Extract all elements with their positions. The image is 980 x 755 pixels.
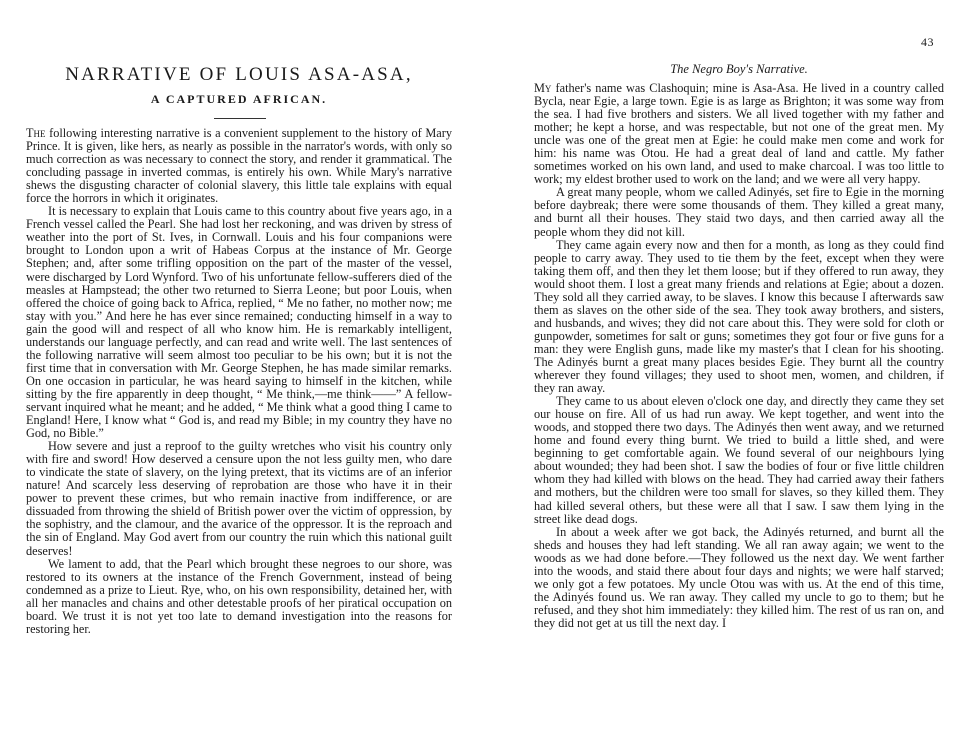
page-number: 43 [921, 35, 934, 49]
right-paragraph-4: They came to us about eleven o'clock one day, and directly they came they set our house on fire. All of us had run away. We kept together, and went into the woods, and stopped there two days. The Adinyés then went away, and we returned home and found every thing burnt. We tried to build a little shed, and were beginning to get comfortable again. We found several of our neighbours lying about wounded; they had been shot. I saw the bodies of four or five little children whom they had killed with blows on the head. They had carried away their fathers and mothers, but the children were too small for slaves, so they killed them. They had killed several others, but these were all that I saw. I saw them lying in the street like dead dogs. [534, 394, 944, 526]
right-paragraph-1 [534, 82, 944, 186]
right-paragraph-5: In about a week after we got back, the Adinyés returned, and burnt all the sheds and houses they had left standing. We all ran away again; we went to the woods as we had done before.—They followed us the next day. We went farther into the woods, and staid there about four days and nights; we were half starved; we only got a few potatoes. My uncle Otou was with us. At the end of this time, the Adinyés found us. We ran away. They called my uncle to go to them; but he refused, and they shot him immediately: they killed him. The rest of us ran on, and they did not get at us till the next day. I [534, 524, 944, 630]
right-body-text [534, 82, 944, 630]
right-page [534, 0, 944, 755]
drop-lead-word: The [26, 126, 46, 140]
left-page [26, 0, 452, 755]
narrative-subtitle: A CAPTURED AFRICAN. [150, 92, 328, 106]
title-rule [214, 118, 266, 119]
left-paragraph-4: We lament to add, that the Pearl which brought these negroes to our shore, was restored to its owners at the instance of the French Government, instead of being condemned as a prize to Lieut. Rye, who, on his own responsibility, detained her, with all her manacles and chains and other detestable proofs of her piratical occupation on board. We trust it is not yet too late to demand investigation into the reasons for restoring her. [26, 556, 452, 636]
left-paragraph-2: It is necessary to explain that Louis came to this country about five years ago, in a French vessel called the Pearl. She had lost her reckoning, and was driven by stress of weather into the port of St. Ives, in Cornwall. Louis and his four companions were brought to London upon a writ of Habeas Corpus at the instance of Mr. George Stephen; and, after some trifling opposition on the part of the master of the vessel, were discharged by Lord Wynford. Two of his unfortunate fellow-sufferers died of the measles at Hampstead; the other two returned to Sierra Leone; but poor Louis, when offered the choice of going back to Africa, replied, “ Me no father, no mother now; me stay with you.” And here he has ever since remained; conducting himself in a way to gain the good will and respect of all who know him. He is remarkably intelligent, understands our language perfectly, and can read and write well. The last sentences of the following narrative will seem almost too peculiar to be his own; but it is not the first time that in conversation with Mr. George Stephen, he has made similar remarks. On one occasion in particular, he was heard saying to himself in the kitchen, while sitting by the fire apparently in deep thought, “ Me think,—me think——” A fellow-servant inquired what he meant; and he added, “ Me think what a good thing I came to England! Here, I know what “ God is, and read my Bible; in my country they have no God, no Bible.” [26, 204, 452, 441]
running-head: The Negro Boy's Narrative. [670, 62, 808, 76]
drop-lead-word: My [534, 81, 552, 95]
left-body-text [26, 127, 452, 636]
left-paragraph-3: How severe and just a reproof to the guilty wretches who visit his country only with fire and sword! How deserved a censure upon the not less guilty men, who dare to vindicate the state of slavery, on the lying pretext, that its victims are of an inferior nature! And scarcely less deserving of reprobation are those who have it in their power to prevent these crimes, but who remain inactive from indifference, or are dissuaded from throwing the shield of British power over the victim of oppression, by the sophistry, and the clamour, and the avarice of the oppressor. It is the reproach and the sin of England. May God avert from our country the ruin which this national guilt deserves! [26, 439, 452, 558]
narrative-title: NARRATIVE OF LOUIS ASA-ASA, [65, 64, 413, 85]
left-paragraph-1 [26, 127, 452, 205]
paragraph-text: following interesting narrative is a convenient supplement to the history of Mary Prince. It is given, like hers, as nearly as possible in the narrator's words, with only so much correction as was necessary to connect the story, and render it grammatical. The concluding passage in inverted commas, is entirely his own. While Mary's narrative shews the disgusting character of colonial slavery, this little tale explains with equal force the horrors in which it originates. [26, 126, 452, 206]
paragraph-text: father's name was Clashoquin; mine is Asa-Asa. He lived in a country called Bycla, near Egie, a large town. Egie is as large as Brighton; it was some way from the sea. I had five brothers and sisters. We all lived together with my father and mother; he kept a horse, and was respectable, but not one of the great men. My uncle was one of the great men at Egie: he could make men come and work for him: his name was Otou. He had a great deal of land and cattle. My father sometimes worked on his own land, and used to make charcoal. I was too little to work; my eldest brother used to work on the land; and we were all very happy. [534, 81, 944, 187]
right-paragraph-3: They came again every now and then for a month, as long as they could find people to carry away. They used to tie them by the feet, except when they were taking them off, and then they let them loose; but if they offered to run away, they would shoot them. I lost a great many friends and relations at Egie; about a dozen. They sold all they carried away, to be slaves. I know this because I afterwards saw them as slaves on the other side of the sea. They took away brothers, and sisters, and husbands, and wives; they did not care about this. They were sold for cloth or gunpowder, sometimes for salt or guns; sometimes they got four or five guns for a man: they were English guns, made like my master's that I clean for his shooting. The Adinyés burnt a great many places besides Egie. They burnt all the country wherever they found villages; they used to shoot men, women, and children, if they ran away. [534, 237, 944, 396]
right-paragraph-2: A great many people, whom we called Adinyés, set fire to Egie in the morning before daybreak; there were some thousands of them. They killed a great many, and burnt all their houses. They staid two days, and then carried away all the people whom they did not kill. [534, 185, 944, 239]
